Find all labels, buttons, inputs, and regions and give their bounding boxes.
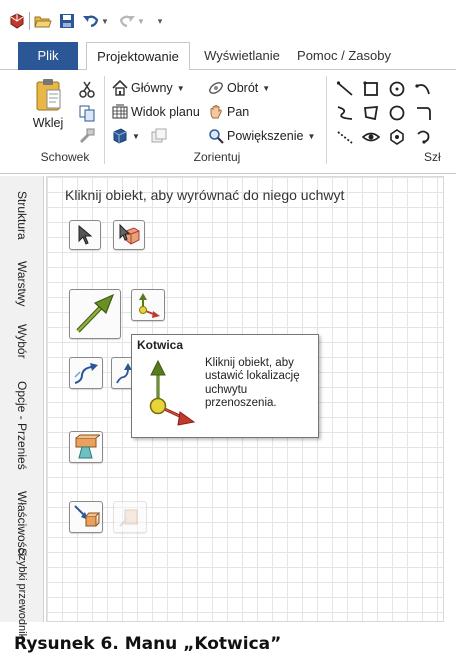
schowek-group-label: Schowek bbox=[40, 150, 90, 164]
zoom-icon bbox=[208, 128, 224, 144]
pan-label: Pan bbox=[227, 105, 250, 119]
chevron-down-icon: ▼ bbox=[176, 83, 185, 93]
snap-eye-icon[interactable] bbox=[362, 128, 380, 146]
glowny-label: Główny bbox=[131, 81, 173, 95]
surface-align-icon bbox=[72, 433, 100, 461]
group-separator bbox=[104, 76, 105, 164]
copy-icon[interactable] bbox=[78, 104, 96, 122]
ribbon-tabs bbox=[0, 42, 456, 70]
cut-icon[interactable] bbox=[78, 80, 96, 98]
pan-button[interactable] bbox=[208, 104, 249, 120]
tooltip-description: Kliknij obiekt, aby ustawić lokalizację uchwytu przenoszenia. bbox=[205, 357, 300, 410]
select-arrow-tool[interactable] bbox=[69, 220, 101, 250]
snap-polygon-icon[interactable] bbox=[362, 104, 380, 122]
snap-center-icon[interactable] bbox=[388, 128, 406, 146]
home-icon bbox=[112, 80, 128, 96]
obrot-label: Obrót bbox=[227, 81, 259, 95]
qat-separator bbox=[29, 12, 30, 30]
dock-tab-label: Warstwy bbox=[15, 261, 29, 307]
dock-tab-label: Szybki przewodnik bbox=[16, 548, 28, 640]
snap-dotted-line-icon[interactable] bbox=[336, 128, 354, 146]
dock-tab-label: Wybór bbox=[15, 323, 29, 359]
move-along-path-tool[interactable] bbox=[69, 357, 103, 389]
dock-tab-label: Struktura bbox=[15, 190, 29, 240]
cursor-arrow-icon bbox=[75, 224, 95, 246]
powiekszenie-button[interactable] bbox=[208, 128, 315, 144]
plan-view-icon bbox=[112, 104, 128, 120]
paste-button[interactable] bbox=[30, 78, 66, 142]
redo-dropdown-icon[interactable]: ▼ bbox=[137, 16, 145, 26]
snap-ellipse-icon[interactable] bbox=[388, 104, 406, 122]
anchor-icon bbox=[134, 291, 162, 319]
snap-arc-icon[interactable] bbox=[414, 80, 432, 98]
obrot-button[interactable] bbox=[208, 80, 270, 96]
cube-view-icon bbox=[112, 128, 128, 144]
dock-tab-struktura[interactable] bbox=[0, 180, 44, 250]
anchor-tooltip bbox=[131, 334, 319, 438]
tab-projektowanie[interactable]: Projektowanie bbox=[86, 42, 190, 71]
anchor-tool[interactable] bbox=[131, 289, 165, 321]
open-folder-icon[interactable] bbox=[34, 12, 52, 30]
anchor-arrow-icon bbox=[73, 293, 117, 335]
snap-circle-icon[interactable] bbox=[388, 80, 406, 98]
format-painter-icon[interactable] bbox=[78, 127, 96, 145]
hand-icon bbox=[208, 104, 224, 120]
quick-access-toolbar bbox=[0, 0, 456, 38]
snap-group-label: Szł bbox=[424, 150, 441, 164]
dock-tab-opcje-przenies[interactable] bbox=[0, 368, 44, 482]
snap-rotate-icon[interactable] bbox=[414, 128, 432, 146]
figure-caption: Rysunek 6. Manu „Kotwica” bbox=[14, 634, 282, 654]
dock-tab-label: Opcje - Przenieś bbox=[15, 380, 29, 470]
tab-pomoc-zasoby[interactable]: Pomoc / Zasoby bbox=[297, 48, 391, 63]
customize-qat-icon[interactable]: ▾ bbox=[157, 15, 163, 26]
side-dock bbox=[0, 176, 44, 640]
snap-line-icon[interactable] bbox=[336, 80, 354, 98]
group-separator bbox=[326, 76, 327, 164]
powiekszenie-label: Powiększenie bbox=[227, 129, 304, 143]
dock-tab-warstwy[interactable] bbox=[0, 252, 44, 316]
select-object-tool[interactable] bbox=[113, 220, 145, 250]
widok-planu-button[interactable] bbox=[112, 104, 200, 120]
chevron-down-icon: ▼ bbox=[262, 83, 271, 93]
curve-arrow-icon bbox=[72, 359, 100, 387]
anchor-illustration-icon bbox=[138, 355, 200, 431]
canvas-hint: Kliknij obiekt, aby wyrównać do niego uchwyt bbox=[65, 187, 345, 203]
anchor-tool-large[interactable] bbox=[69, 289, 121, 339]
drop-box-icon bbox=[72, 503, 100, 531]
chevron-down-icon: ▼ bbox=[307, 131, 316, 141]
widok-planu-label: Widok planu bbox=[131, 105, 200, 119]
ribbon bbox=[0, 70, 456, 174]
dock-tab-wybor[interactable] bbox=[0, 318, 44, 364]
cursor-box-icon bbox=[117, 223, 141, 247]
zoom-extents-icon[interactable] bbox=[150, 127, 168, 145]
snap-curve-icon[interactable] bbox=[336, 104, 354, 122]
glowny-button[interactable] bbox=[112, 80, 185, 96]
undo-icon[interactable] bbox=[82, 12, 100, 30]
tab-wyswietlanie[interactable]: Wyświetlanie bbox=[204, 48, 280, 63]
drop-object-tool[interactable] bbox=[69, 501, 103, 533]
dock-tab-label: Właściwości bbox=[15, 491, 29, 557]
align-to-surface-tool[interactable] bbox=[69, 431, 103, 463]
redo-icon[interactable] bbox=[118, 12, 136, 30]
app-cube-icon[interactable] bbox=[8, 12, 26, 30]
drawing-canvas[interactable] bbox=[46, 176, 444, 622]
clipboard-icon bbox=[34, 78, 62, 112]
tooltip-title: Kotwica bbox=[137, 338, 184, 352]
undo-dropdown-icon[interactable]: ▼ bbox=[101, 16, 109, 26]
zorientuj-group-label: Zorientuj bbox=[193, 150, 241, 164]
disabled-tool bbox=[113, 501, 147, 533]
disabled-box-icon bbox=[117, 504, 143, 530]
view-cube-button[interactable] bbox=[112, 128, 140, 144]
paste-label: Wklej bbox=[32, 116, 64, 130]
tab-plik[interactable]: Plik bbox=[18, 42, 78, 70]
snap-corner-icon[interactable] bbox=[414, 104, 432, 122]
chevron-down-icon: ▼ bbox=[132, 131, 140, 141]
orbit-icon bbox=[208, 80, 224, 96]
snap-rectangle-icon[interactable] bbox=[362, 80, 380, 98]
save-icon[interactable] bbox=[58, 12, 76, 30]
dock-tab-szybki-przewodnik[interactable] bbox=[0, 548, 44, 640]
